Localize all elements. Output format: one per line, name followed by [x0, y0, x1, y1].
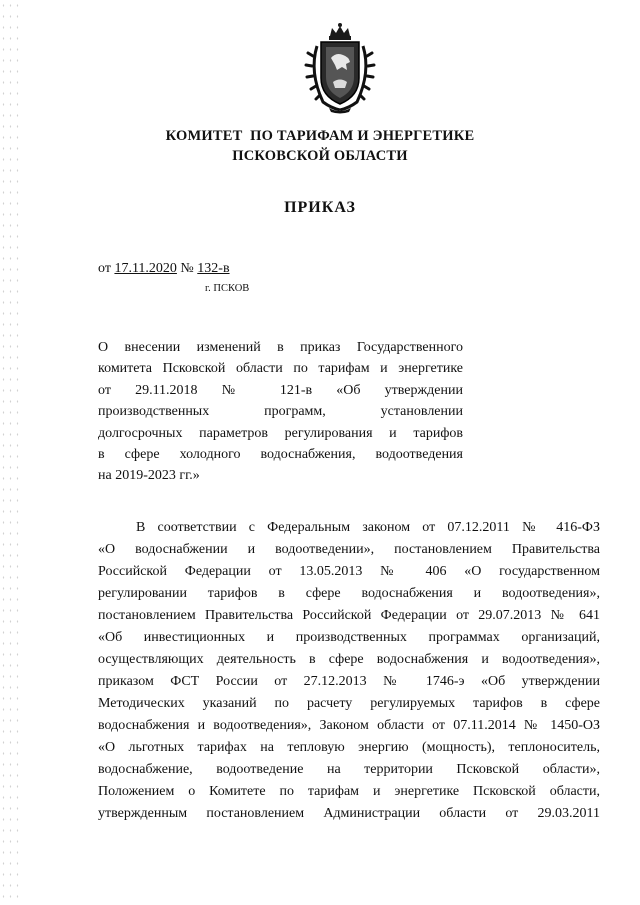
document-type-title: ПРИКАЗ [284, 199, 356, 216]
subject-line: от 29.11.2018 № 121-в «Об утверждении [98, 382, 463, 398]
order-number: 132-в [197, 261, 230, 276]
order-preamble [98, 517, 600, 825]
body-line: Российской Федерации от 13.05.2013 № 406 «О государственном [98, 564, 600, 579]
body-line: «О льготных тарифах на тепловую энергию (мощность), теплоноситель, [98, 740, 600, 755]
subject-line: долгосрочных параметров регулирования и тарифов [98, 425, 463, 441]
body-line: утвержденным постановлением Администрации области от 29.03.2011 [98, 806, 600, 821]
body-line: осуществляющих деятельность в сфере водоснабжения и водоотведения», [98, 652, 600, 667]
subject-line: на 2019-2023 гг.» [98, 468, 200, 484]
body-line: регулировании тарифов в сфере водоснабжения и водоотведения», [98, 586, 600, 601]
body-line: Методических указаний по расчету регулируемых тарифов в сфере [98, 696, 600, 711]
subject-line: комитета Псковской области по тарифам и энергетике [98, 361, 463, 377]
body-line: Положением о Комитете по тарифам и энергетике Псковской области, [98, 784, 600, 799]
body-line: постановлением Правительства Российской Федерации от 29.07.2013 № 641 [98, 608, 600, 623]
committee-name-line-1: КОМИТЕТ ПО ТАРИФАМ И ЭНЕРГЕТИКЕ [165, 128, 475, 144]
order-number-sign: № [180, 261, 194, 276]
body-line: «Об инвестиционных и производственных программах организаций, [98, 630, 600, 645]
order-date: 17.11.2020 [114, 261, 177, 276]
body-line: В соответствии с Федеральным законом от 07.12.2011 № 416-ФЗ [136, 520, 600, 535]
committee-name [120, 126, 520, 166]
coat-of-arms-emblem [303, 22, 377, 114]
subject-line: О внесении изменений в приказ Государственного [98, 340, 463, 355]
body-line: «О водоснабжении и водоотведении», постановлением Правительства [98, 542, 600, 557]
order-date-number [98, 261, 230, 277]
committee-name-line-2: ПСКОВСКОЙ ОБЛАСТИ [232, 148, 408, 164]
subject-line: производственных программ, установлении [98, 404, 463, 420]
body-line: водоснабжения и водоотведения», Законом области от 07.11.2014 № 1450-ОЗ [98, 718, 600, 733]
scan-edge-noise [0, 0, 22, 905]
order-from-prefix: от [98, 261, 111, 276]
order-city: г. ПСКОВ [205, 283, 250, 294]
body-line: приказом ФСТ России от 27.12.2013 № 1746-э «Об утверждении [98, 674, 600, 689]
order-subject [98, 337, 463, 487]
subject-line: в сфере холодного водоснабжения, водоотведения [98, 447, 463, 463]
body-line: водоснабжение, водоотведение на территории Псковской области», [98, 762, 600, 777]
